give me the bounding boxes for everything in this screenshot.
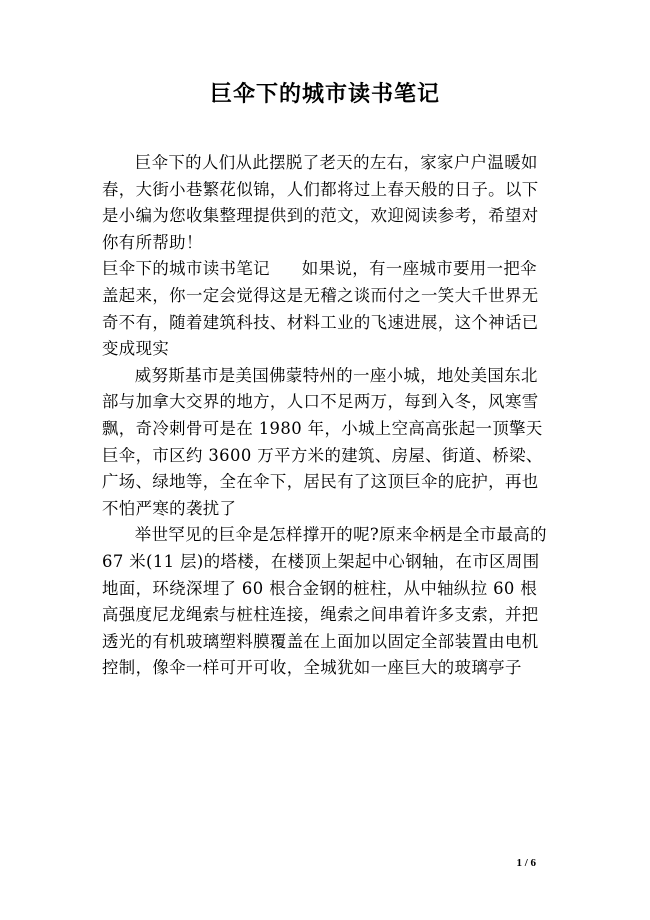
document-body — [102, 150, 549, 682]
paragraph-umbrella-structure: 举世罕见的巨伞是怎样撑开的呢?原来伞柄是全市最高的 67 米(11 层)的塔楼，在楼顶上架起中心钢轴，在市区周围地面，环绕深埋了 60 根合金钢的桩柱，从中轴纵拉 60 根高强度尼龙绳索与桩柱连接，绳索之间串着许多支索，并把透光的有机玻璃塑料膜覆盖在上面加以固定全部装置由电机控制，像伞一样可开可收，全城犹如一座巨大的玻璃亭子 — [102, 525, 547, 678]
section-paragraph — [102, 256, 549, 362]
paragraph-weinusiji: 威努斯基市是美国佛蒙特州的一座小城，地处美国东北部与加拿大交界的地方，人口不足两万，每到入冬，风寒雪飘，奇冷刺骨可是在 1980 年，小城上空高高张起一顶擎天巨伞，市区约 3600 万平方米的建筑、房屋、街道、桥梁、广场、绿地等，全在伞下，居民有了这顶巨伞的庇护，再也不怕严寒的袭扰了 — [102, 365, 543, 518]
page-number: 1 / 6 — [516, 857, 536, 869]
section-text: 如果说，有一座城市要用一把伞盖起来，你一定会觉得这是无稽之谈而付之一笑大千世界无奇不有，随着建筑科技、材料工业的飞速进展，这个神话已变成现实 — [102, 259, 539, 359]
intro-paragraph: 巨伞下的人们从此摆脱了老天的左右，家家户户温暖如春，大街小巷繁花似锦，人们都将过上春天般的日子。以下是小编为您收集整理提供到的范文，欢迎阅读参考，希望对你有所帮助！ — [102, 153, 539, 252]
section-label: 巨伞下的城市读书笔记 — [102, 259, 270, 279]
document-title: 巨伞下的城市读书笔记 — [209, 82, 440, 107]
